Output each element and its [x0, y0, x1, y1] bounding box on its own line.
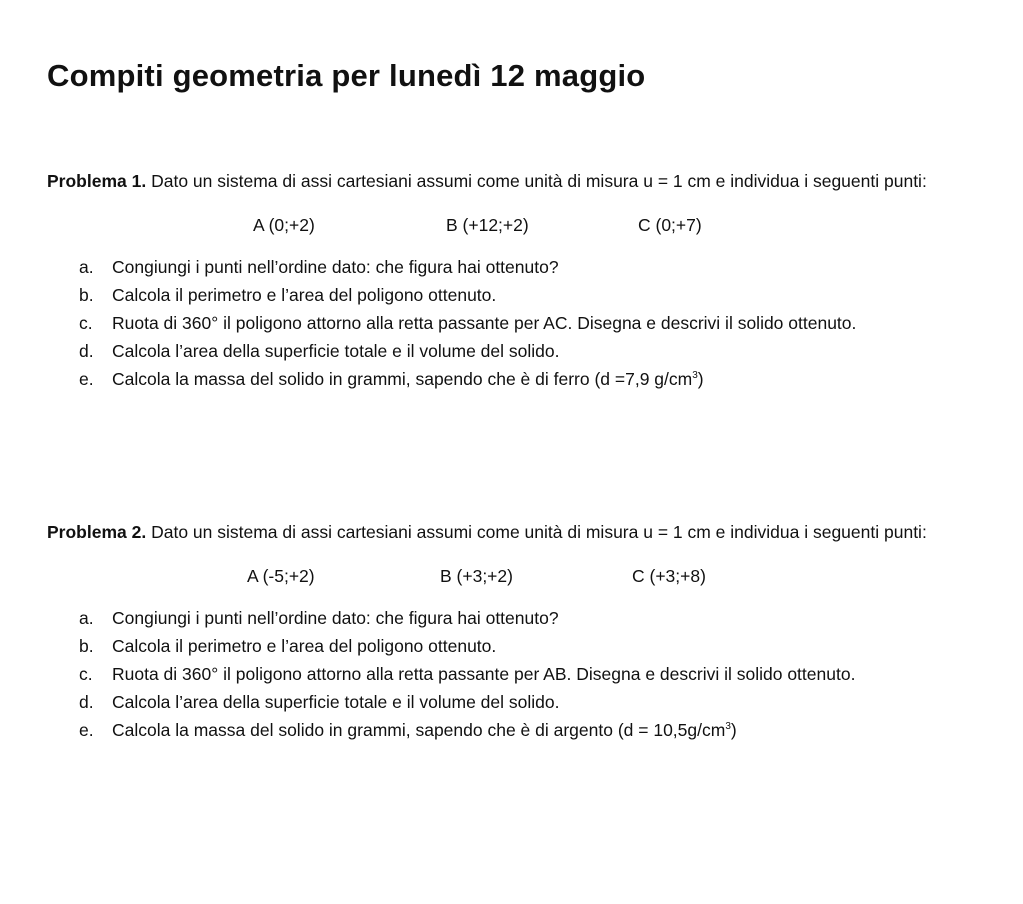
problem-1-label: Problema 1. — [47, 171, 147, 191]
problem-1-task-list — [47, 253, 977, 393]
task-text-end: ) — [697, 369, 704, 389]
task-text-end: ) — [730, 720, 737, 740]
task-item — [47, 632, 977, 660]
task-item — [47, 688, 977, 716]
superscript: 3 — [692, 370, 698, 382]
task-text: Calcola la massa del solido in grammi, sapendo che è di ferro (d =7,9 g/cm — [112, 369, 693, 389]
point-b: B (+3;+2) — [440, 566, 513, 586]
point-c: C (0;+7) — [638, 215, 702, 235]
task-letter: d. — [79, 341, 94, 361]
problem-2-task-list — [47, 604, 977, 744]
task-letter: e. — [79, 720, 94, 740]
task-text: Calcola il perimetro e l’area del poligono ottenuto. — [112, 285, 497, 305]
task-item — [47, 281, 977, 309]
task-item — [47, 660, 977, 688]
point-b: B (+12;+2) — [446, 215, 529, 235]
task-letter: c. — [79, 664, 93, 684]
task-text: Calcola il perimetro e l’area del poligono ottenuto. — [112, 636, 497, 656]
task-text: Ruota di 360° il poligono attorno alla retta passante per AC. Disegna e descrivi il solido ottenuto. — [112, 313, 857, 333]
task-text: Congiungi i punti nell’ordine dato: che figura hai ottenuto? — [112, 608, 559, 628]
task-item — [47, 337, 977, 365]
problem-2-points — [47, 562, 977, 590]
task-text: Calcola l’area della superficie totale e il volume del solido. — [112, 341, 560, 361]
page-title: Compiti geometria per lunedì 12 maggio — [47, 58, 646, 93]
point-a: A (-5;+2) — [247, 566, 315, 586]
task-item — [47, 365, 977, 393]
point-a: A (0;+2) — [253, 215, 315, 235]
problem-2 — [47, 518, 977, 744]
problem-1-points — [47, 211, 977, 239]
task-letter: c. — [79, 313, 93, 333]
problem-2-label: Problema 2. — [47, 522, 147, 542]
point-c: C (+3;+8) — [632, 566, 706, 586]
superscript: 3 — [725, 721, 731, 733]
task-item — [47, 604, 977, 632]
task-text: Calcola l’area della superficie totale e il volume del solido. — [112, 692, 560, 712]
task-letter: a. — [79, 257, 94, 277]
task-letter: e. — [79, 369, 94, 389]
problem-1-intro — [47, 167, 977, 195]
task-letter: b. — [79, 285, 94, 305]
task-text: Calcola la massa del solido in grammi, sapendo che è di argento (d = 10,5g/cm — [112, 720, 726, 740]
problem-1-intro-text: Dato un sistema di assi cartesiani assumi come unità di misura u = 1 cm e individua i seguenti punti: — [146, 171, 927, 191]
task-letter: b. — [79, 636, 94, 656]
task-text: Congiungi i punti nell’ordine dato: che figura hai ottenuto? — [112, 257, 559, 277]
problem-1 — [47, 167, 977, 393]
task-letter: a. — [79, 608, 94, 628]
task-letter: d. — [79, 692, 94, 712]
task-item — [47, 309, 977, 337]
task-text: Ruota di 360° il poligono attorno alla retta passante per AB. Disegna e descrivi il solido ottenuto. — [112, 664, 856, 684]
problem-2-intro-text: Dato un sistema di assi cartesiani assumi come unità di misura u = 1 cm e individua i seguenti punti: — [146, 522, 927, 542]
problem-2-intro — [47, 518, 977, 546]
task-item — [47, 253, 977, 281]
task-item — [47, 716, 977, 744]
